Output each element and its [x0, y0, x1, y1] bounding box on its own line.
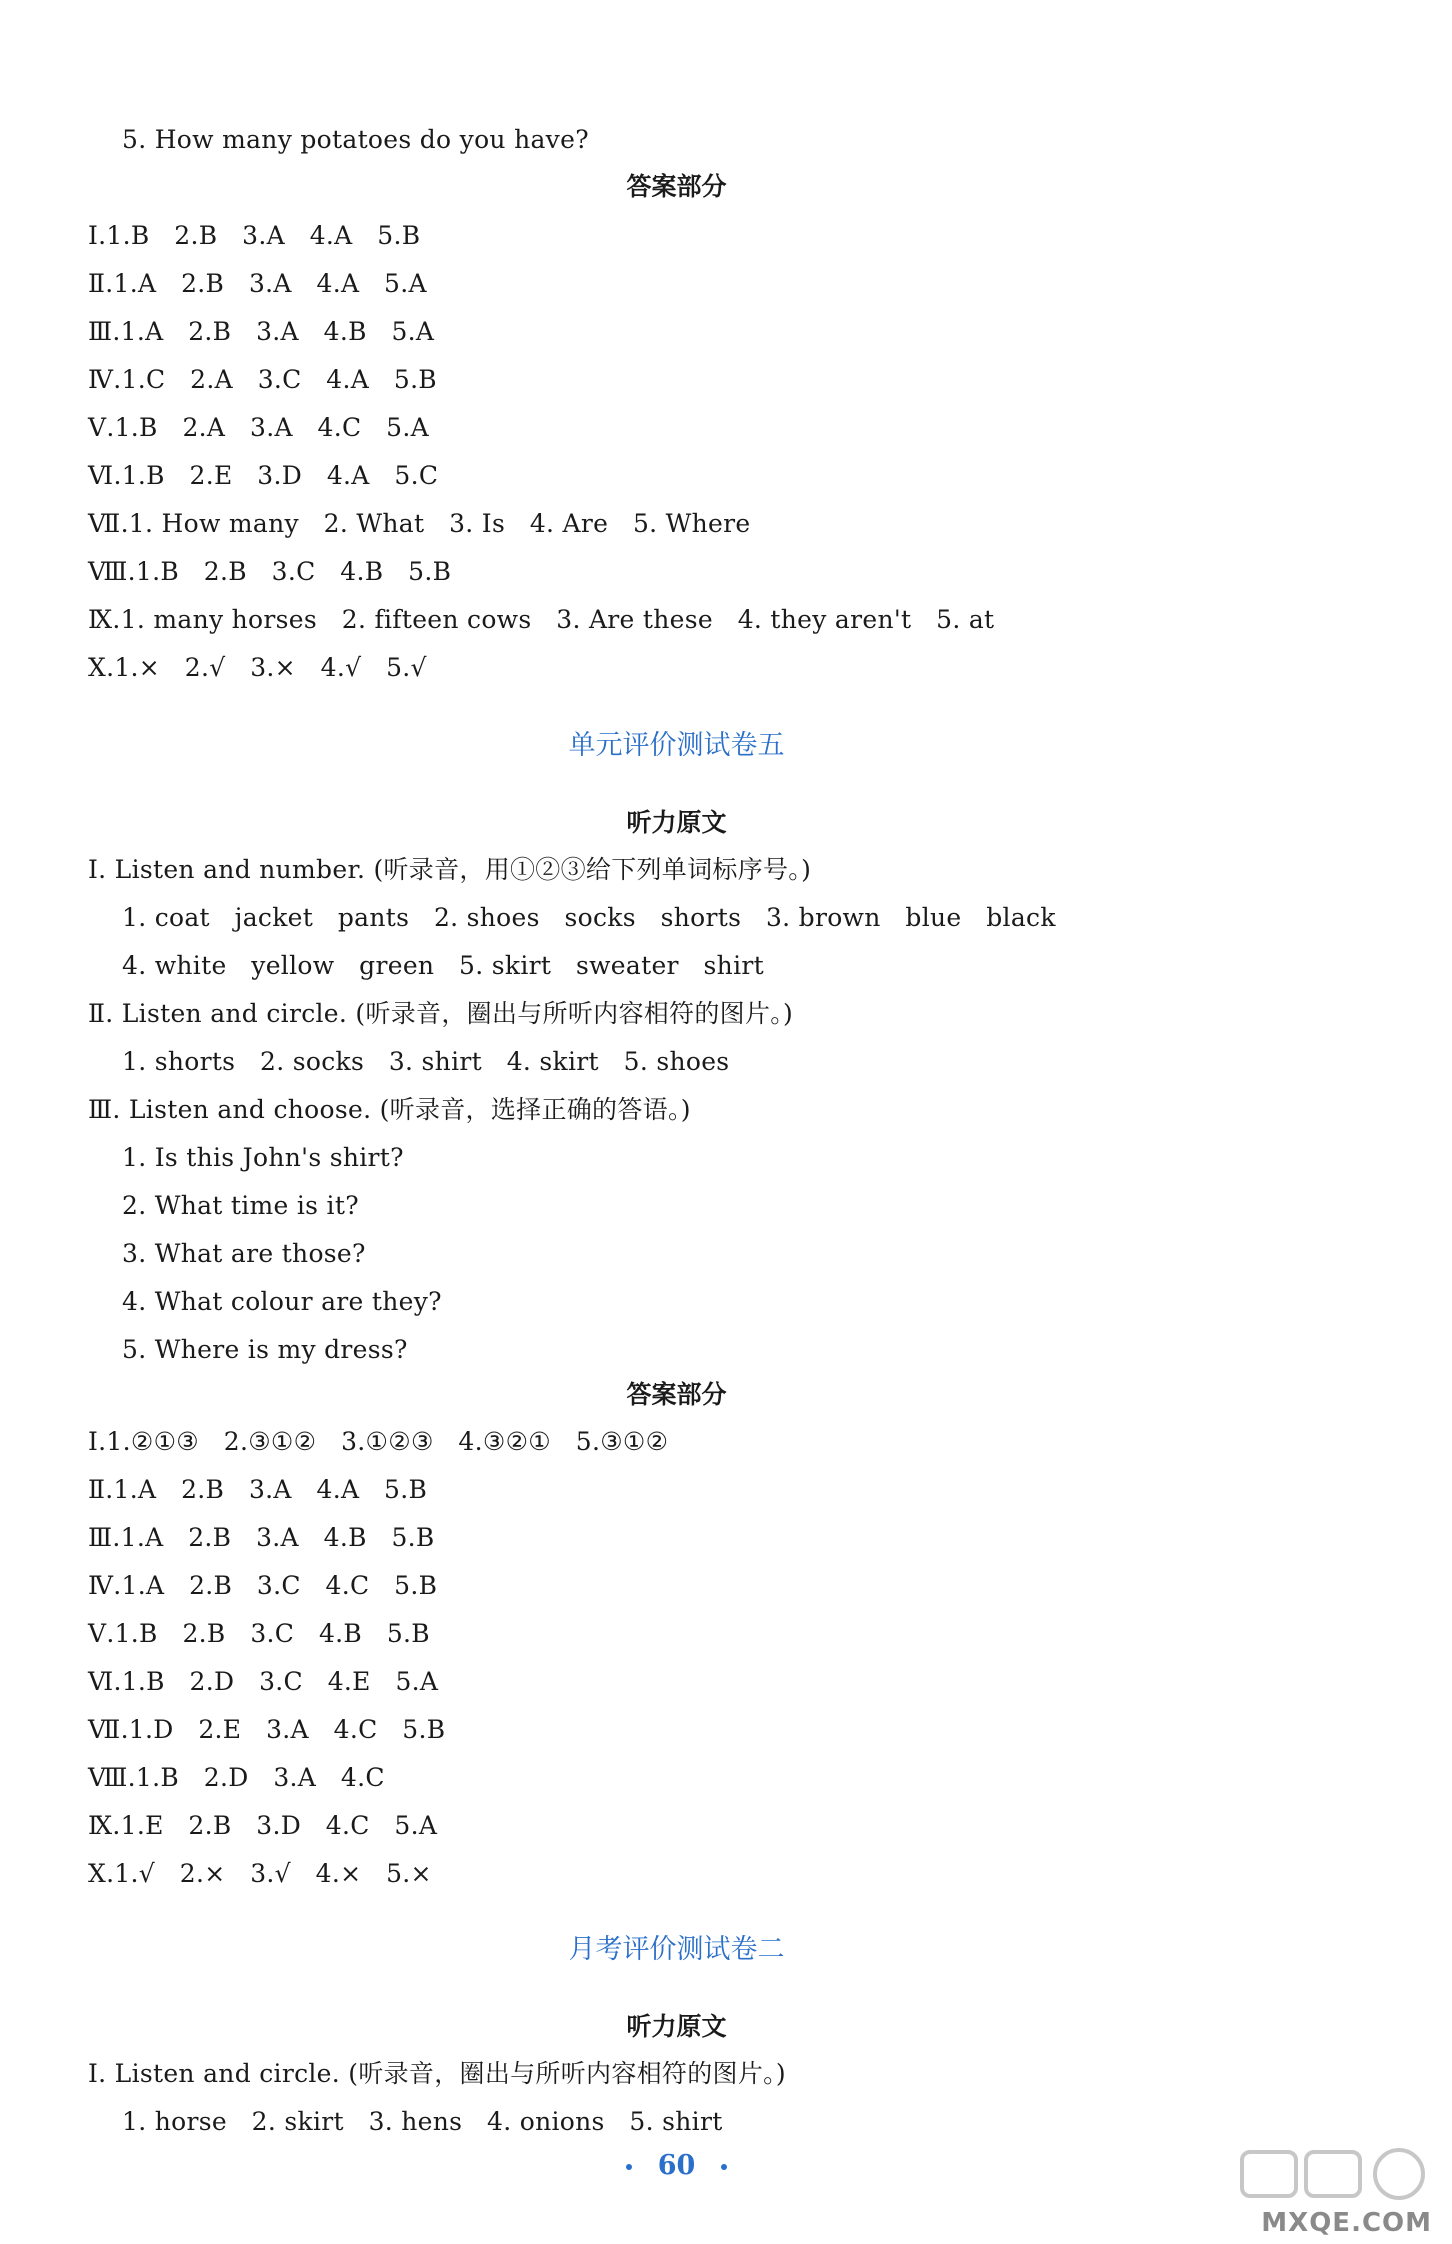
answer-line: Ⅴ.1.B 2.B 3.C 4.B 5.B	[88, 1619, 430, 1648]
listening-line: 2. What time is it?	[122, 1191, 359, 1220]
answer-line: Ⅹ.1.× 2.√ 3.× 4.√ 5.√	[88, 653, 427, 682]
listening-heading: 听力原文	[626, 808, 727, 837]
watermark-text: MXQE.COM	[1261, 2208, 1432, 2238]
listening-line: 1. horse 2. skirt 3. hens 4. onions 5. shirt	[122, 2107, 723, 2136]
answer-line: Ⅱ.1.A 2.B 3.A 4.A 5.A	[88, 269, 427, 298]
answer-line: Ⅸ.1. many horses 2. fifteen cows 3. Are these 4. they aren't 5. at	[88, 605, 995, 634]
listening-line: 1. coat jacket pants 2. shoes socks shorts 3. brown blue black	[122, 903, 1056, 932]
answer-line: Ⅷ.1.B 2.B 3.C 4.B 5.B	[88, 557, 452, 586]
answers-heading: 答案部分	[626, 1380, 727, 1409]
answers-heading: 答案部分	[626, 172, 727, 201]
answer-line: Ⅰ.1.B 2.B 3.A 4.A 5.B	[88, 221, 421, 250]
listening-line: 4. What colour are they?	[122, 1287, 442, 1316]
answer-line: Ⅳ.1.A 2.B 3.C 4.C 5.B	[88, 1571, 438, 1600]
page-number: 60	[657, 2150, 696, 2181]
answer-line: Ⅱ.1.A 2.B 3.A 4.A 5.B	[88, 1475, 428, 1504]
answer-line: Ⅵ.1.B 2.E 3.D 4.A 5.C	[88, 461, 439, 490]
listening-line: 1. Is this John's shirt?	[122, 1143, 404, 1172]
answer-line: Ⅴ.1.B 2.A 3.A 4.C 5.A	[88, 413, 429, 442]
section-title-unit5: 单元评价测试卷五	[568, 730, 785, 761]
listening-line: Ⅰ. Listen and circle. (听录音，圈出与所听内容相符的图片。)	[88, 2059, 786, 2088]
listening-line: 3. What are those?	[122, 1239, 366, 1268]
section-title-monthly2: 月考评价测试卷二	[568, 1934, 785, 1965]
answer-line: Ⅲ.1.A 2.B 3.A 4.B 5.A	[88, 317, 435, 346]
listening-line: 5. Where is my dress?	[122, 1335, 408, 1364]
answer-line: Ⅶ.1.D 2.E 3.A 4.C 5.B	[88, 1715, 446, 1744]
page-footer	[0, 2150, 1353, 2181]
answer-line: Ⅸ.1.E 2.B 3.D 4.C 5.A	[88, 1811, 438, 1840]
answer-line: Ⅵ.1.B 2.D 3.C 4.E 5.A	[88, 1667, 439, 1696]
answer-line: Ⅰ.1.②①③ 2.③①② 3.①②③ 4.③②① 5.③①②	[88, 1427, 669, 1456]
listening-line: Ⅰ. Listen and number. (听录音，用①②③给下列单词标序号。)	[88, 855, 812, 884]
footer-dot-right	[721, 2164, 727, 2170]
listening-heading: 听力原文	[626, 2012, 727, 2041]
listening-line: 1. shorts 2. socks 3. shirt 4. skirt 5. shoes	[122, 1047, 730, 1076]
listening-line: Ⅱ. Listen and circle. (听录音，圈出与所听内容相符的图片。)	[88, 999, 794, 1028]
answer-line: Ⅶ.1. How many 2. What 3. Is 4. Are 5. Where	[88, 509, 751, 538]
answer-line: Ⅹ.1.√ 2.× 3.√ 4.× 5.×	[88, 1859, 432, 1888]
listening-line: Ⅲ. Listen and choose. (听录音，选择正确的答语。)	[88, 1095, 691, 1124]
answer-line: Ⅳ.1.C 2.A 3.C 4.A 5.B	[88, 365, 437, 394]
answer-line: Ⅲ.1.A 2.B 3.A 4.B 5.B	[88, 1523, 435, 1552]
question-line: 5. How many potatoes do you have?	[122, 125, 589, 154]
footer-dot-left	[626, 2164, 632, 2170]
answer-line: Ⅷ.1.B 2.D 3.A 4.C	[88, 1763, 385, 1792]
listening-line: 4. white yellow green 5. skirt sweater shirt	[122, 951, 764, 980]
